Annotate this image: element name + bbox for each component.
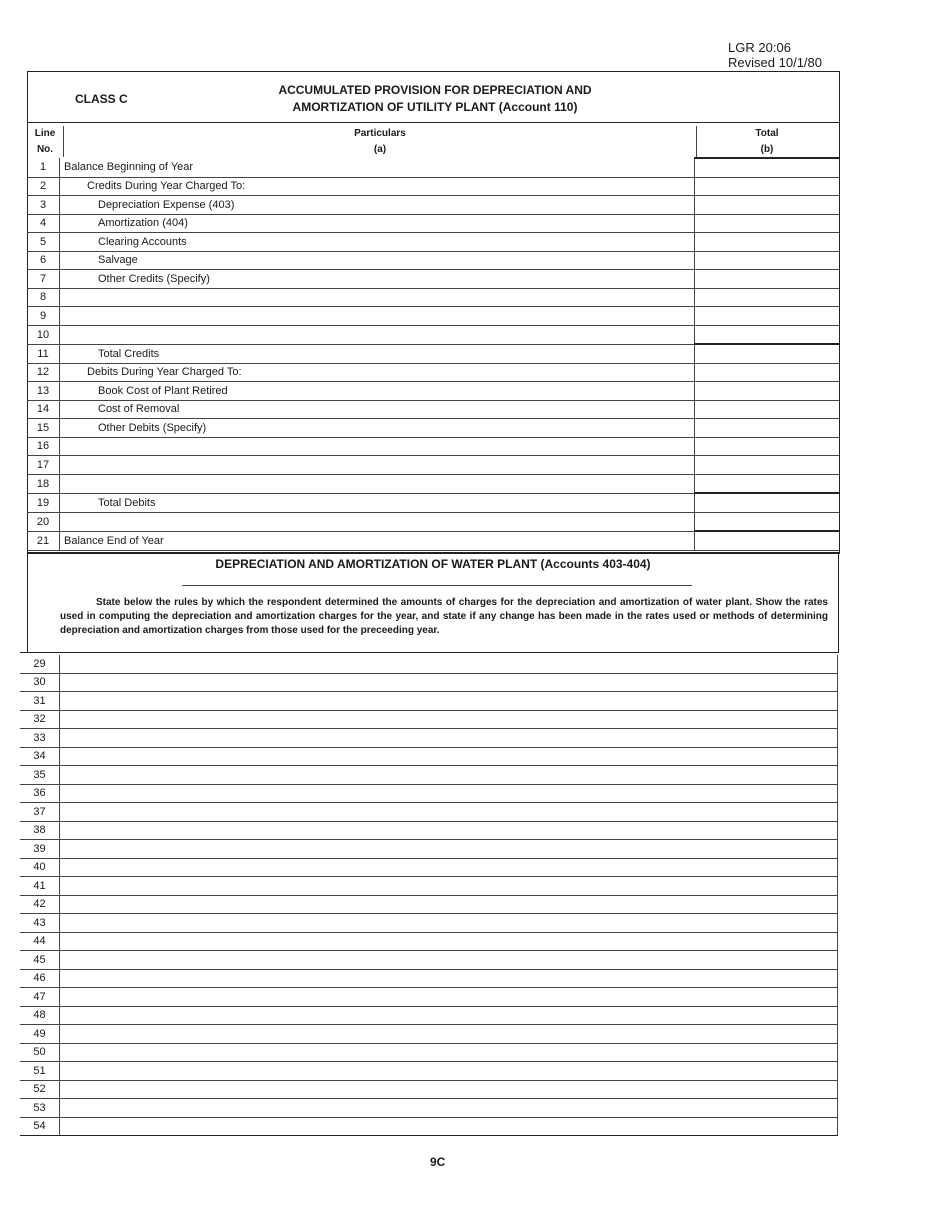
total-label: Total bbox=[755, 128, 779, 139]
particulars-sub-label: (a) bbox=[373, 144, 387, 155]
entry-line[interactable] bbox=[60, 710, 838, 729]
table-row bbox=[20, 988, 838, 1007]
table-row bbox=[27, 233, 839, 252]
section-bottom-rule bbox=[20, 652, 838, 653]
particulars-cell[interactable]: Total Credits bbox=[60, 344, 695, 363]
line-number: 43 bbox=[20, 914, 60, 933]
total-cell[interactable] bbox=[695, 493, 840, 512]
line-number: 13 bbox=[27, 382, 60, 401]
line-number: 12 bbox=[27, 363, 60, 382]
entry-line[interactable] bbox=[60, 1062, 838, 1081]
table-row bbox=[20, 840, 838, 859]
particulars-cell[interactable]: Debits During Year Charged To: bbox=[60, 363, 695, 382]
table-row bbox=[27, 251, 839, 270]
table-row bbox=[27, 288, 839, 307]
line-number: 54 bbox=[20, 1117, 60, 1136]
particulars-cell[interactable]: Cost of Removal bbox=[60, 400, 695, 419]
total-cell[interactable] bbox=[695, 382, 840, 401]
revised-date: Revised 10/1/80 bbox=[728, 55, 822, 70]
entry-line[interactable] bbox=[60, 932, 838, 951]
table-row bbox=[27, 270, 839, 289]
form-identifier bbox=[728, 40, 822, 70]
line-number: 44 bbox=[20, 932, 60, 951]
table-row bbox=[27, 325, 839, 344]
table-row bbox=[20, 1006, 838, 1025]
entry-line[interactable] bbox=[60, 766, 838, 785]
page-title bbox=[270, 82, 600, 116]
title-line-1: ACCUMULATED PROVISION FOR DEPRECIATION AND bbox=[278, 83, 592, 97]
line-number: 30 bbox=[20, 673, 60, 692]
particulars-cell[interactable]: Other Debits (Specify) bbox=[60, 419, 695, 438]
line-label: Line bbox=[34, 128, 56, 139]
total-cell[interactable] bbox=[695, 344, 840, 363]
line-number: 21 bbox=[27, 531, 60, 550]
table-row bbox=[20, 729, 838, 748]
line-number: 20 bbox=[27, 512, 60, 531]
total-cell[interactable] bbox=[695, 325, 840, 344]
table-row bbox=[27, 419, 839, 438]
section-divider bbox=[27, 552, 839, 554]
total-cell[interactable] bbox=[695, 177, 840, 196]
column-header-line-no bbox=[27, 126, 63, 158]
particulars-cell[interactable] bbox=[60, 307, 695, 326]
table-row bbox=[20, 895, 838, 914]
table-row bbox=[27, 382, 839, 401]
entry-line[interactable] bbox=[60, 803, 838, 822]
class-label: CLASS C bbox=[75, 92, 128, 106]
particulars-cell[interactable]: Balance End of Year bbox=[60, 531, 695, 550]
line-number: 39 bbox=[20, 840, 60, 859]
entry-line[interactable] bbox=[60, 969, 838, 988]
total-cell[interactable] bbox=[695, 307, 840, 326]
total-cell[interactable] bbox=[695, 531, 840, 550]
table-row bbox=[20, 1117, 838, 1136]
total-cell[interactable] bbox=[695, 214, 840, 233]
table-row bbox=[27, 196, 839, 215]
header-divider bbox=[27, 122, 839, 123]
particulars-cell[interactable]: Book Cost of Plant Retired bbox=[60, 382, 695, 401]
line-number: 50 bbox=[20, 1043, 60, 1062]
particulars-cell[interactable] bbox=[60, 325, 695, 344]
particulars-cell[interactable] bbox=[60, 437, 695, 456]
title-line-2: AMORTIZATION OF UTILITY PLANT (Account 110) bbox=[292, 100, 578, 114]
particulars-cell[interactable]: Credits During Year Charged To: bbox=[60, 177, 695, 196]
total-cell[interactable] bbox=[695, 419, 840, 438]
entry-line[interactable] bbox=[60, 1025, 838, 1044]
entry-line[interactable] bbox=[60, 914, 838, 933]
table-row bbox=[27, 363, 839, 382]
no-label: No. bbox=[36, 144, 54, 155]
line-number: 14 bbox=[27, 400, 60, 419]
line-number: 48 bbox=[20, 1006, 60, 1025]
line-number: 10 bbox=[27, 325, 60, 344]
total-cell[interactable] bbox=[695, 400, 840, 419]
particulars-cell[interactable]: Balance Beginning of Year bbox=[60, 158, 695, 177]
line-number: 34 bbox=[20, 747, 60, 766]
particulars-cell[interactable]: Clearing Accounts bbox=[60, 233, 695, 252]
column-header-total bbox=[695, 126, 839, 158]
entry-line[interactable] bbox=[60, 951, 838, 970]
entry-line[interactable] bbox=[60, 1006, 838, 1025]
line-number: 37 bbox=[20, 803, 60, 822]
line-number: 32 bbox=[20, 710, 60, 729]
table-row bbox=[20, 673, 838, 692]
entry-line[interactable] bbox=[60, 821, 838, 840]
table-row bbox=[27, 512, 839, 531]
line-number: 9 bbox=[27, 307, 60, 326]
table-row bbox=[20, 951, 838, 970]
table-row bbox=[20, 877, 838, 896]
line-number: 36 bbox=[20, 784, 60, 803]
line-number: 19 bbox=[27, 493, 60, 512]
table-row bbox=[20, 1062, 838, 1081]
table-row bbox=[27, 456, 839, 475]
total-cell[interactable] bbox=[695, 474, 840, 493]
page-number: 9C bbox=[430, 1155, 446, 1169]
line-number: 16 bbox=[27, 437, 60, 456]
table-row bbox=[20, 784, 838, 803]
line-number: 1 bbox=[27, 158, 60, 177]
table-row bbox=[20, 766, 838, 785]
table-row bbox=[27, 307, 839, 326]
table-row bbox=[27, 158, 839, 177]
table-row bbox=[20, 692, 838, 711]
line-number: 5 bbox=[27, 233, 60, 252]
line-number: 42 bbox=[20, 895, 60, 914]
particulars-cell[interactable]: Other Credits (Specify) bbox=[60, 270, 695, 289]
table-row bbox=[27, 437, 839, 456]
particulars-cell[interactable] bbox=[60, 288, 695, 307]
accumulated-provision-table bbox=[27, 157, 839, 551]
entry-line[interactable] bbox=[60, 655, 838, 673]
line-number: 33 bbox=[20, 729, 60, 748]
entry-line[interactable] bbox=[60, 1099, 838, 1118]
table-row bbox=[20, 821, 838, 840]
table-row bbox=[20, 914, 838, 933]
entry-line[interactable] bbox=[60, 692, 838, 711]
line-number: 18 bbox=[27, 474, 60, 493]
entry-line[interactable] bbox=[60, 877, 838, 896]
line-number: 45 bbox=[20, 951, 60, 970]
entry-line[interactable] bbox=[60, 784, 838, 803]
line-number: 47 bbox=[20, 988, 60, 1007]
column-header-particulars bbox=[63, 126, 697, 157]
total-cell[interactable] bbox=[695, 270, 840, 289]
line-number: 46 bbox=[20, 969, 60, 988]
total-cell[interactable] bbox=[695, 158, 840, 177]
entry-line[interactable] bbox=[60, 729, 838, 748]
line-number: 2 bbox=[27, 177, 60, 196]
section-title: DEPRECIATION AND AMORTIZATION OF WATER PLANT (Accounts 403-404) bbox=[215, 557, 651, 571]
table-row bbox=[20, 1025, 838, 1044]
line-number: 8 bbox=[27, 288, 60, 307]
total-cell[interactable] bbox=[695, 251, 840, 270]
total-cell[interactable] bbox=[695, 512, 840, 531]
table-row bbox=[20, 747, 838, 766]
line-number: 51 bbox=[20, 1062, 60, 1081]
table-row bbox=[27, 400, 839, 419]
line-number: 3 bbox=[27, 196, 60, 215]
entry-line[interactable] bbox=[60, 858, 838, 877]
table-row bbox=[20, 932, 838, 951]
line-number: 29 bbox=[20, 655, 60, 673]
particulars-label: Particulars bbox=[354, 128, 406, 139]
table-row bbox=[27, 474, 839, 493]
table-row bbox=[20, 858, 838, 877]
table-row bbox=[20, 710, 838, 729]
line-number: 31 bbox=[20, 692, 60, 711]
total-cell[interactable] bbox=[695, 288, 840, 307]
total-cell[interactable] bbox=[695, 437, 840, 456]
line-number: 7 bbox=[27, 270, 60, 289]
particulars-cell[interactable] bbox=[60, 512, 695, 531]
table-row bbox=[20, 1099, 838, 1118]
section-title-underline bbox=[182, 585, 692, 586]
total-cell[interactable] bbox=[695, 233, 840, 252]
table-row bbox=[20, 1043, 838, 1062]
particulars-cell[interactable] bbox=[60, 456, 695, 475]
line-number: 53 bbox=[20, 1099, 60, 1118]
table-row bbox=[27, 177, 839, 196]
entry-line[interactable] bbox=[60, 673, 838, 692]
entry-line[interactable] bbox=[60, 895, 838, 914]
table-row bbox=[27, 344, 839, 363]
total-cell[interactable] bbox=[695, 363, 840, 382]
table-row bbox=[20, 969, 838, 988]
line-number: 17 bbox=[27, 456, 60, 475]
line-number: 6 bbox=[27, 251, 60, 270]
table-row bbox=[20, 655, 838, 673]
total-cell[interactable] bbox=[695, 196, 840, 215]
water-plant-rules-table bbox=[20, 655, 838, 1136]
entry-line[interactable] bbox=[60, 1117, 838, 1136]
particulars-cell[interactable] bbox=[60, 474, 695, 493]
line-number: 15 bbox=[27, 419, 60, 438]
particulars-cell[interactable]: Salvage bbox=[60, 251, 695, 270]
line-number: 35 bbox=[20, 766, 60, 785]
line-number: 41 bbox=[20, 877, 60, 896]
table-row bbox=[27, 531, 839, 550]
table-row bbox=[27, 493, 839, 512]
form-number: LGR 20:06 bbox=[728, 40, 791, 55]
entry-line[interactable] bbox=[60, 840, 838, 859]
entry-line[interactable] bbox=[60, 988, 838, 1007]
entry-line[interactable] bbox=[60, 1080, 838, 1099]
particulars-cell[interactable]: Total Debits bbox=[60, 493, 695, 512]
table-row bbox=[20, 1080, 838, 1099]
line-number: 40 bbox=[20, 858, 60, 877]
particulars-cell[interactable]: Amortization (404) bbox=[60, 214, 695, 233]
line-number: 52 bbox=[20, 1080, 60, 1099]
line-number: 38 bbox=[20, 821, 60, 840]
line-number: 11 bbox=[27, 344, 60, 363]
total-cell[interactable] bbox=[695, 456, 840, 475]
entry-line[interactable] bbox=[60, 747, 838, 766]
table-row bbox=[27, 214, 839, 233]
line-number: 49 bbox=[20, 1025, 60, 1044]
table-row bbox=[20, 803, 838, 822]
line-number: 4 bbox=[27, 214, 60, 233]
entry-line[interactable] bbox=[60, 1043, 838, 1062]
section-instructions: State below the rules by which the respondent determined the amounts of charges for the depreciation and amortization of water plant. Show the rates used in computing the depreciation and amortization charges for the year, and state if any change has been made in the rates used or methods of determining depreciation and amortization charges from those used for the preceeding year. bbox=[60, 597, 828, 636]
total-sub-label: (b) bbox=[760, 144, 774, 155]
particulars-cell[interactable]: Depreciation Expense (403) bbox=[60, 196, 695, 215]
